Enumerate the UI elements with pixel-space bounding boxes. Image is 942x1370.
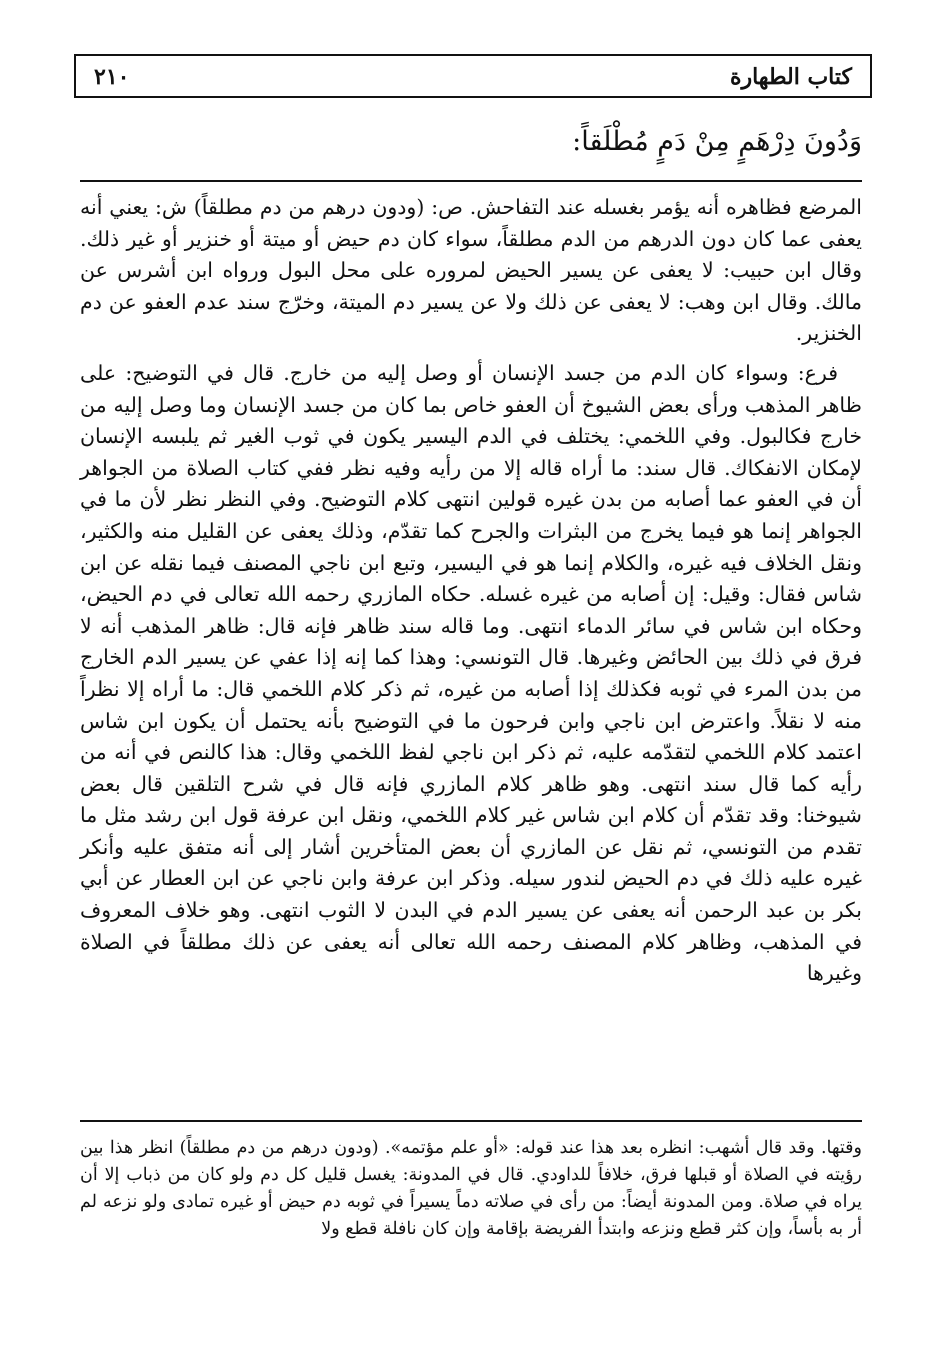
commentary-body <box>80 192 862 990</box>
commentary-paragraph: المرضع فظاهره أنه يؤمر بغسله عند التفاحش. ص: (ودون درهم من دم مطلقاً) ش: يعني أنه يعفى عما كان دون الدرهم من الدم مطلقاً، سواء كان دم حيض أو ميتة أو خنزير أو غير ذلك. وقال ابن حبيب: لا يعفى عن يسير الحيض لمروره على محل البول ورواه ابن أشرس عن مالك. وقال ابن وهب: لا يعفى عن ذلك ولا عن يسير دم الميتة، وخرّج سند عدم العفو عن دم الخنزير. <box>80 195 862 346</box>
footnote-paragraph: وقتها. وقد قال أشهب: انظره بعد هذا عند قوله: «أو علم مؤتمه». (ودون درهم من دم مطلقاً) انظر هذا بين رؤيته في الصلاة أو قبلها فرق، خلافاً للداودي. قال في المدونة: يغسل قليل كل دم ولو كان من ذباب إلا أن يراه في صلاة. ومن المدونة أيضاً: من رأى في صلاته دماً يسيراً في ثوبه دم حيض أو غيره تمادى ولو نزعه لم أر به بأساً، وإن كثر قطع ونزعه وابتدأ الفريضة بإقامة وإن كان نافلة قطع ولا <box>80 1138 862 1239</box>
commentary-paragraph: فرع: وسواء كان الدم من جسد الإنسان أو وصل إليه من خارج. قال في التوضيح: على ظاهر المذهب ورأى بعض الشيوخ أن العفو خاص بما كان من جسد الإنسان وما وصل إليه من خارج فكالبول. وفي اللخمي: يختلف في الدم اليسير يكون في ثوب الغير ثم يلبسه الإنسان لإمكان الانفكاك. قال سند: ما أراه قاله إلا من رأيه وفيه نظر ففي كتاب الصلاة من الجواهر أن في العفو عما أصابه من بدن غيره قولين انتهى كلام التوضيح. وفي النظر نظر لأن ما في الجواهر إنما هو فيما يخرج من البثرات والجرح كما تقدّم، وذلك يعفى عن القليل منه والكثير، ونقل الخلاف فيه غيره، والكلام إنما هو في اليسير، وتبع ابن ناجي المصنف فيما نقله عن ابن شاس فقال: وقيل: إن أصابه من غيره غسله. حكاه المازري رحمه الله تعالى في دم الحيض، وحكاه ابن شاس في سائر الدماء انتهى. وما قاله سند ظاهر فإنه قال: ظاهر المذهب أنه لا فرق في ذلك بين الحائض وغيرها. قال التونسي: وهذا كما إنه إذا عفي عن يسير الدم الخارج من بدن المرء في ثوبه فكذلك إذا أصابه من غيره، ثم ذكر كلام اللخمي قال: ما أراه إلا نظراً منه لا نقلاً. واعترض ابن ناجي وابن فرحون ما في التوضيح بأنه يحتمل أن يكون ابن شاس اعتمد كلام اللخمي لتقدّمه عليه، ثم ذكر ابن ناجي لفظ اللخمي وقال: هذا كالنص في أنه من رأيه كما قال سند انتهى. وهو ظاهر كلام المازري فإنه قال في شرح التلقين قال بعض شيوخنا: وقد تقدّم أن كلام ابن شاس غير كلام اللخمي، ونقل ابن عرفة قول ابن رشد مثل ما تقدم من التونسي، ثم نقل عن المازري أن بعض المتأخرين أشار إلى أنه متفق عليه وأنكر غيره عليه ذلك في دم الحيض لندور سيله. وذكر ابن عرفة وابن ناجي عن ابن العطار عن أبي بكر بن عبد الرحمن أنه يعفى عن يسير الدم في البدن لا الثوب انتهى. وهو خلاف المعروف في المذهب، وظاهر كلام المصنف رحمه الله تعالى أنه يعفى عن ذلك مطلقاً في الصلاة وغيرها <box>80 360 863 986</box>
book-title: كتاب الطهارة <box>729 64 852 90</box>
footnote-section <box>80 1135 862 1243</box>
page-header <box>74 54 872 98</box>
section-divider <box>80 180 862 182</box>
footnote-divider <box>80 1120 862 1122</box>
matn-text: وَدُونَ دِرْهَمٍ مِنْ دَمٍ مُطْلَقاً: <box>572 126 862 157</box>
page-number: ٢١٠ <box>94 64 130 90</box>
